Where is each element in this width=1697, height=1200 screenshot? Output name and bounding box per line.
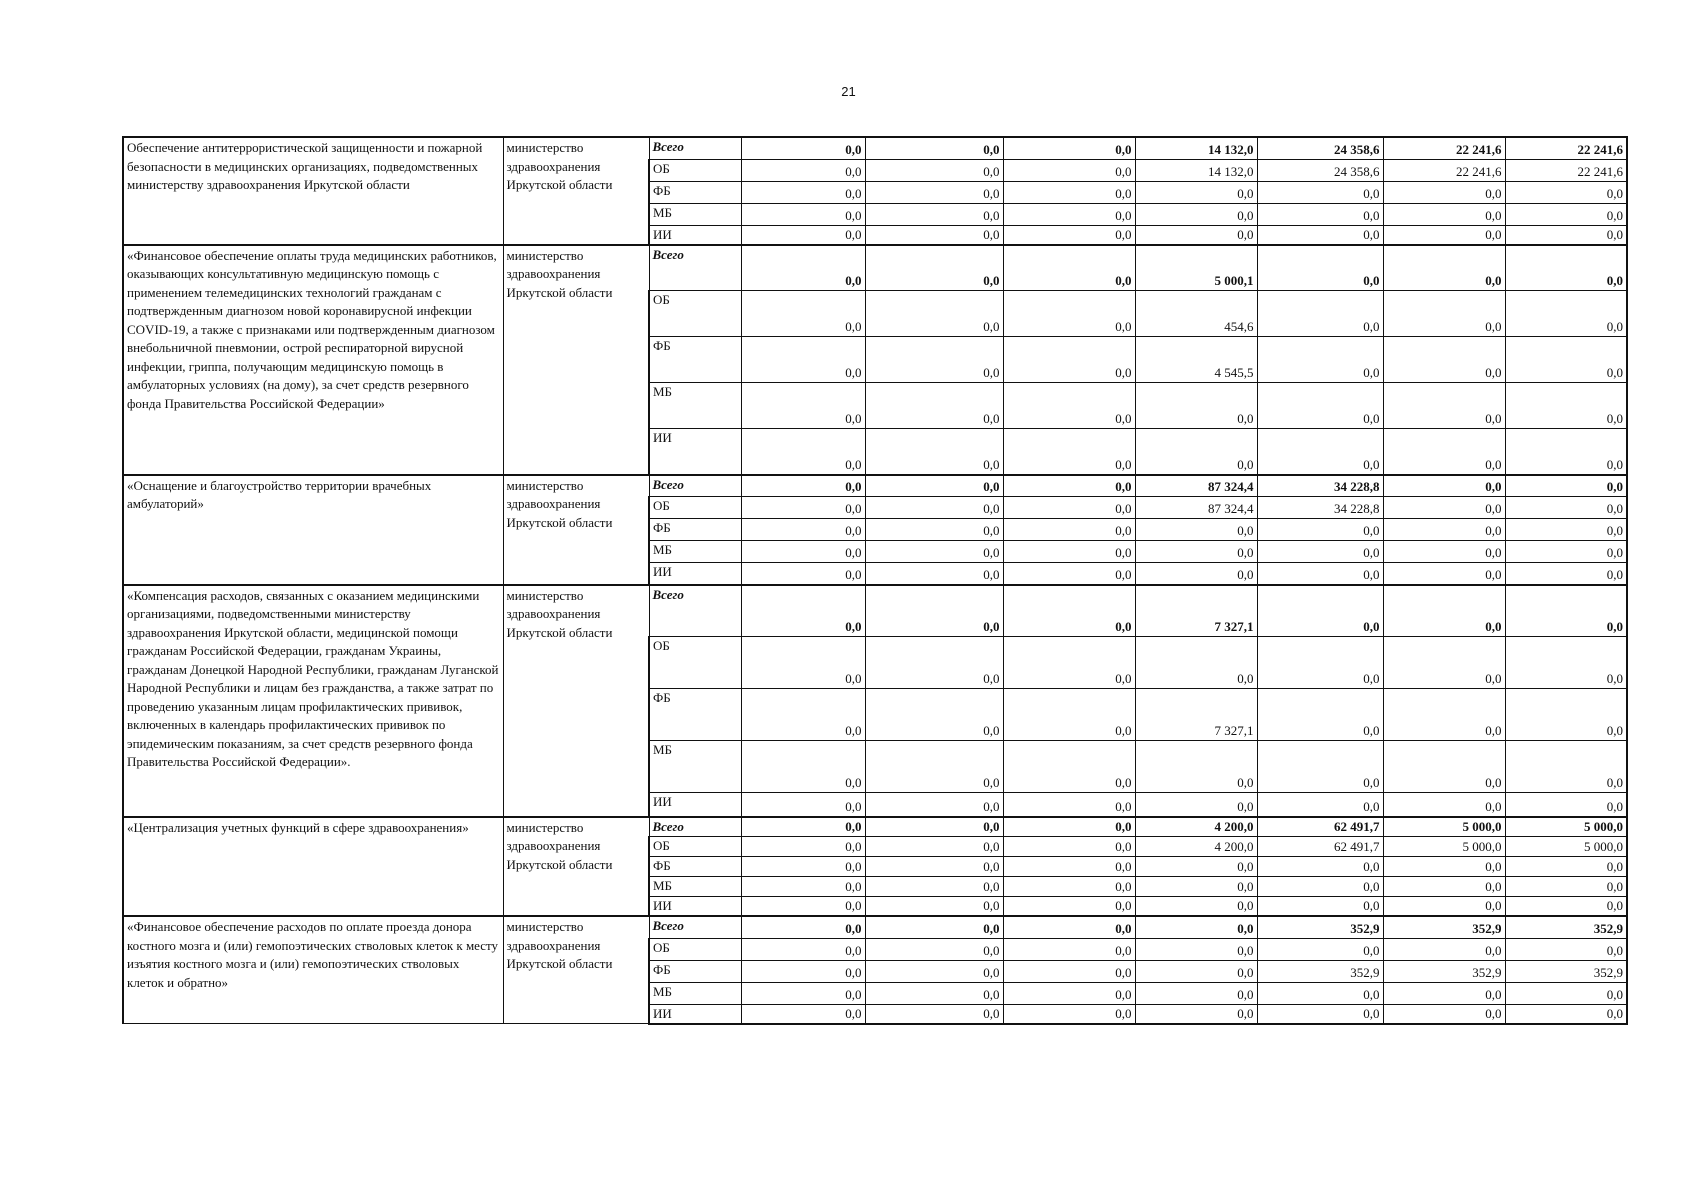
amount-cell: 454,6	[1135, 291, 1257, 337]
amount-cell: 4 200,0	[1135, 817, 1257, 837]
amount-cell: 0,0	[1135, 938, 1257, 960]
table-row	[123, 585, 1627, 637]
amount-cell: 0,0	[865, 225, 1003, 245]
responsible-executor: министерство здравоохранения Иркутской области	[503, 475, 649, 585]
amount-cell: 0,0	[1257, 585, 1383, 637]
amount-cell: 0,0	[865, 245, 1003, 291]
amount-cell: 0,0	[1003, 877, 1135, 897]
amount-cell: 0,0	[1383, 541, 1505, 563]
amount-cell: 0,0	[865, 181, 1003, 203]
amount-cell: 0,0	[741, 741, 865, 793]
amount-cell: 0,0	[1383, 383, 1505, 429]
amount-cell: 0,0	[865, 741, 1003, 793]
amount-cell: 0,0	[1383, 291, 1505, 337]
amount-cell: 0,0	[1003, 938, 1135, 960]
amount-cell: 0,0	[1505, 203, 1627, 225]
amount-cell: 0,0	[1505, 897, 1627, 917]
amount-cell: 0,0	[1505, 689, 1627, 741]
amount-cell: 4 545,5	[1135, 337, 1257, 383]
amount-cell: 0,0	[1135, 563, 1257, 585]
amount-cell: 0,0	[741, 1004, 865, 1024]
amount-cell: 5 000,0	[1505, 837, 1627, 857]
amount-cell: 0,0	[1505, 857, 1627, 877]
amount-cell: 0,0	[741, 429, 865, 475]
funding-source: МБ	[649, 741, 741, 793]
amount-cell: 0,0	[865, 793, 1003, 817]
funding-source: ФБ	[649, 519, 741, 541]
amount-cell: 0,0	[1257, 689, 1383, 741]
measure-description: «Централизация учетных функций в сфере здравоохранения»	[123, 817, 503, 917]
funding-source: ИИ	[649, 429, 741, 475]
amount-cell: 352,9	[1257, 916, 1383, 938]
amount-cell: 0,0	[1003, 637, 1135, 689]
amount-cell: 0,0	[741, 225, 865, 245]
amount-cell: 0,0	[741, 793, 865, 817]
amount-cell: 0,0	[741, 938, 865, 960]
amount-cell: 0,0	[741, 689, 865, 741]
funding-source: МБ	[649, 541, 741, 563]
amount-cell: 0,0	[1003, 960, 1135, 982]
amount-cell: 0,0	[741, 137, 865, 159]
amount-cell: 0,0	[1383, 982, 1505, 1004]
table-row	[123, 916, 1627, 938]
amount-cell: 0,0	[1003, 181, 1135, 203]
funding-source: ИИ	[649, 563, 741, 585]
funding-source: ИИ	[649, 1004, 741, 1024]
amount-cell: 62 491,7	[1257, 837, 1383, 857]
amount-cell: 0,0	[1003, 689, 1135, 741]
amount-cell: 0,0	[1257, 1004, 1383, 1024]
amount-cell: 0,0	[1257, 938, 1383, 960]
amount-cell: 0,0	[1505, 475, 1627, 497]
amount-cell: 0,0	[1135, 225, 1257, 245]
amount-cell: 0,0	[1505, 637, 1627, 689]
amount-cell: 0,0	[865, 563, 1003, 585]
amount-cell: 0,0	[865, 938, 1003, 960]
amount-cell: 0,0	[865, 137, 1003, 159]
funding-source: ОБ	[649, 837, 741, 857]
amount-cell: 0,0	[1505, 337, 1627, 383]
amount-cell: 14 132,0	[1135, 137, 1257, 159]
amount-cell: 0,0	[1003, 519, 1135, 541]
amount-cell: 0,0	[741, 837, 865, 857]
amount-cell: 0,0	[1257, 877, 1383, 897]
amount-cell: 0,0	[1383, 741, 1505, 793]
amount-cell: 0,0	[1383, 793, 1505, 817]
amount-cell: 0,0	[1135, 181, 1257, 203]
amount-cell: 0,0	[1257, 225, 1383, 245]
amount-cell: 0,0	[865, 159, 1003, 181]
amount-cell: 34 228,8	[1257, 475, 1383, 497]
amount-cell: 0,0	[1003, 817, 1135, 837]
amount-cell: 0,0	[1003, 916, 1135, 938]
amount-cell: 0,0	[865, 689, 1003, 741]
amount-cell: 0,0	[865, 1004, 1003, 1024]
amount-cell: 0,0	[741, 877, 865, 897]
amount-cell: 0,0	[1505, 291, 1627, 337]
amount-cell: 22 241,6	[1505, 137, 1627, 159]
amount-cell: 0,0	[1135, 637, 1257, 689]
amount-cell: 0,0	[741, 291, 865, 337]
funding-source: Всего	[649, 475, 741, 497]
table-row	[123, 817, 1627, 837]
amount-cell: 0,0	[1135, 793, 1257, 817]
amount-cell: 0,0	[1135, 960, 1257, 982]
funding-source: ОБ	[649, 938, 741, 960]
amount-cell: 0,0	[741, 541, 865, 563]
amount-cell: 0,0	[1257, 203, 1383, 225]
amount-cell: 0,0	[1505, 245, 1627, 291]
amount-cell: 0,0	[1135, 383, 1257, 429]
amount-cell: 0,0	[741, 960, 865, 982]
amount-cell: 34 228,8	[1257, 497, 1383, 519]
funding-source: ИИ	[649, 793, 741, 817]
amount-cell: 0,0	[741, 497, 865, 519]
amount-cell: 0,0	[1505, 877, 1627, 897]
amount-cell: 0,0	[1003, 541, 1135, 563]
measure-description: «Финансовое обеспечение расходов по оплате проезда донора костного мозга и (или) гемопоэтических стволовых клеток к месту изъятия костного мозга и (или) гемопоэтических стволовых клеток и обратно»	[123, 916, 503, 1024]
amount-cell: 0,0	[1505, 741, 1627, 793]
amount-cell: 0,0	[1257, 181, 1383, 203]
amount-cell: 0,0	[1383, 897, 1505, 917]
amount-cell: 0,0	[741, 245, 865, 291]
amount-cell: 0,0	[741, 916, 865, 938]
measure-description: «Оснащение и благоустройство территории врачебных амбулаторий»	[123, 475, 503, 585]
amount-cell: 0,0	[1505, 429, 1627, 475]
amount-cell: 352,9	[1257, 960, 1383, 982]
table-body	[123, 137, 1627, 1024]
amount-cell: 0,0	[741, 637, 865, 689]
amount-cell: 0,0	[741, 475, 865, 497]
funding-source: ФБ	[649, 960, 741, 982]
amount-cell: 0,0	[865, 837, 1003, 857]
funding-source: ФБ	[649, 181, 741, 203]
responsible-executor: министерство здравоохранения Иркутской области	[503, 916, 649, 1024]
amount-cell: 0,0	[1135, 916, 1257, 938]
table-row	[123, 475, 1627, 497]
amount-cell: 0,0	[1135, 203, 1257, 225]
amount-cell: 0,0	[865, 541, 1003, 563]
amount-cell: 0,0	[1257, 563, 1383, 585]
amount-cell: 0,0	[1135, 982, 1257, 1004]
amount-cell: 5 000,0	[1383, 817, 1505, 837]
amount-cell: 0,0	[1383, 337, 1505, 383]
amount-cell: 0,0	[741, 857, 865, 877]
funding-source: ФБ	[649, 689, 741, 741]
funding-source: ОБ	[649, 291, 741, 337]
amount-cell: 0,0	[1505, 563, 1627, 585]
amount-cell: 0,0	[1135, 897, 1257, 917]
measure-description: «Финансовое обеспечение оплаты труда медицинских работников, оказывающих консультативную медицинскую помощь с применением телемедицинских технологий гражданам с подтвержденным диагнозом новой коронавирусной инфекции COVID-19, а также с признаками или подтвержденным диагнозом внебольничной пневмонии, острой респираторной вирусной инфекции, гриппа, получающим медицинскую помощь в амбулаторных условиях (на дому), за счет средств резервного фонда Правительства Российской Федерации»	[123, 245, 503, 475]
amount-cell: 0,0	[1135, 541, 1257, 563]
amount-cell: 0,0	[1003, 159, 1135, 181]
amount-cell: 0,0	[1003, 497, 1135, 519]
amount-cell: 0,0	[1383, 475, 1505, 497]
amount-cell: 0,0	[1257, 541, 1383, 563]
amount-cell: 0,0	[741, 519, 865, 541]
amount-cell: 0,0	[1505, 497, 1627, 519]
amount-cell: 0,0	[1257, 291, 1383, 337]
amount-cell: 0,0	[1135, 429, 1257, 475]
funding-source: Всего	[649, 137, 741, 159]
amount-cell: 0,0	[1383, 585, 1505, 637]
amount-cell: 5 000,0	[1505, 817, 1627, 837]
amount-cell: 0,0	[741, 383, 865, 429]
amount-cell: 0,0	[1505, 181, 1627, 203]
amount-cell: 0,0	[865, 960, 1003, 982]
amount-cell: 0,0	[1383, 689, 1505, 741]
amount-cell: 0,0	[1135, 741, 1257, 793]
amount-cell: 0,0	[1383, 203, 1505, 225]
amount-cell: 0,0	[1505, 793, 1627, 817]
amount-cell: 0,0	[1003, 857, 1135, 877]
amount-cell: 0,0	[865, 637, 1003, 689]
amount-cell: 0,0	[865, 429, 1003, 475]
responsible-executor: министерство здравоохранения Иркутской области	[503, 817, 649, 917]
amount-cell: 0,0	[865, 475, 1003, 497]
amount-cell: 0,0	[1003, 741, 1135, 793]
amount-cell: 0,0	[741, 585, 865, 637]
amount-cell: 0,0	[1383, 637, 1505, 689]
funding-source: ФБ	[649, 337, 741, 383]
funding-source: Всего	[649, 585, 741, 637]
amount-cell: 0,0	[741, 817, 865, 837]
amount-cell: 0,0	[1135, 519, 1257, 541]
funding-source: ИИ	[649, 225, 741, 245]
amount-cell: 0,0	[1505, 982, 1627, 1004]
amount-cell: 0,0	[1383, 857, 1505, 877]
amount-cell: 0,0	[1003, 225, 1135, 245]
amount-cell: 22 241,6	[1383, 159, 1505, 181]
funding-source: МБ	[649, 203, 741, 225]
amount-cell: 0,0	[1257, 519, 1383, 541]
amount-cell: 0,0	[1383, 877, 1505, 897]
funding-source: ФБ	[649, 857, 741, 877]
amount-cell: 352,9	[1383, 960, 1505, 982]
amount-cell: 0,0	[741, 982, 865, 1004]
amount-cell: 0,0	[1003, 982, 1135, 1004]
amount-cell: 0,0	[1383, 181, 1505, 203]
amount-cell: 5 000,1	[1135, 245, 1257, 291]
amount-cell: 0,0	[1003, 137, 1135, 159]
funding-source: ОБ	[649, 159, 741, 181]
amount-cell: 0,0	[1003, 475, 1135, 497]
amount-cell: 0,0	[1505, 383, 1627, 429]
amount-cell: 0,0	[1383, 429, 1505, 475]
amount-cell: 0,0	[1003, 203, 1135, 225]
funding-source: МБ	[649, 877, 741, 897]
amount-cell: 0,0	[865, 817, 1003, 837]
amount-cell: 0,0	[865, 916, 1003, 938]
funding-source: МБ	[649, 982, 741, 1004]
amount-cell: 0,0	[1257, 245, 1383, 291]
amount-cell: 0,0	[1003, 897, 1135, 917]
amount-cell: 24 358,6	[1257, 159, 1383, 181]
funding-source: ИИ	[649, 897, 741, 917]
amount-cell: 0,0	[865, 203, 1003, 225]
responsible-executor: министерство здравоохранения Иркутской области	[503, 585, 649, 817]
amount-cell: 0,0	[1003, 337, 1135, 383]
amount-cell: 4 200,0	[1135, 837, 1257, 857]
amount-cell: 0,0	[1257, 741, 1383, 793]
page-number: 21	[841, 84, 856, 99]
table-row	[123, 137, 1627, 159]
funding-source: ОБ	[649, 637, 741, 689]
amount-cell: 0,0	[865, 877, 1003, 897]
measure-description: Обеспечение антитеррористической защищенности и пожарной безопасности в медицинских организациях, подведомственных министерству здравоохранения Иркутской области	[123, 137, 503, 245]
amount-cell: 0,0	[1003, 245, 1135, 291]
amount-cell: 0,0	[865, 497, 1003, 519]
amount-cell: 0,0	[1003, 837, 1135, 857]
amount-cell: 0,0	[1003, 429, 1135, 475]
amount-cell: 0,0	[1505, 225, 1627, 245]
amount-cell: 0,0	[1257, 429, 1383, 475]
amount-cell: 0,0	[865, 383, 1003, 429]
amount-cell: 0,0	[1257, 637, 1383, 689]
funding-source: Всего	[649, 245, 741, 291]
amount-cell: 0,0	[1135, 857, 1257, 877]
amount-cell: 0,0	[741, 203, 865, 225]
amount-cell: 0,0	[1383, 1004, 1505, 1024]
amount-cell: 87 324,4	[1135, 475, 1257, 497]
amount-cell: 0,0	[1505, 938, 1627, 960]
funding-source: ОБ	[649, 497, 741, 519]
amount-cell: 62 491,7	[1257, 817, 1383, 837]
amount-cell: 0,0	[865, 897, 1003, 917]
amount-cell: 0,0	[1383, 497, 1505, 519]
amount-cell: 0,0	[1383, 245, 1505, 291]
amount-cell: 0,0	[1003, 291, 1135, 337]
amount-cell: 0,0	[1505, 1004, 1627, 1024]
amount-cell: 0,0	[1383, 519, 1505, 541]
funding-source: МБ	[649, 383, 741, 429]
amount-cell: 0,0	[1257, 897, 1383, 917]
amount-cell: 0,0	[741, 337, 865, 383]
amount-cell: 0,0	[741, 159, 865, 181]
amount-cell: 87 324,4	[1135, 497, 1257, 519]
amount-cell: 0,0	[865, 291, 1003, 337]
amount-cell: 0,0	[1257, 857, 1383, 877]
amount-cell: 352,9	[1505, 960, 1627, 982]
amount-cell: 0,0	[1003, 585, 1135, 637]
amount-cell: 7 327,1	[1135, 585, 1257, 637]
amount-cell: 0,0	[865, 982, 1003, 1004]
amount-cell: 0,0	[1505, 519, 1627, 541]
amount-cell: 22 241,6	[1505, 159, 1627, 181]
amount-cell: 14 132,0	[1135, 159, 1257, 181]
amount-cell: 0,0	[1383, 938, 1505, 960]
amount-cell: 0,0	[741, 181, 865, 203]
funding-table	[122, 136, 1628, 1025]
amount-cell: 5 000,0	[1383, 837, 1505, 857]
amount-cell: 0,0	[1135, 1004, 1257, 1024]
measure-description: «Компенсация расходов, связанных с оказанием медицинскими организациями, подведомственными министерству здравоохранения Иркутской области, медицинской помощи гражданам Российской Федерации, гражданам Украины, гражданам Донецкой Народной Республики, гражданам Луганской Народной Республики и лицам без гражданства, а также затрат по проведению указанным лицам профилактических прививок, включенных в календарь профилактических прививок по эпидемическим показаниям, за счет средств резервного фонда Правительства Российской Федерации».	[123, 585, 503, 817]
amount-cell: 0,0	[865, 585, 1003, 637]
amount-cell: 0,0	[1257, 383, 1383, 429]
amount-cell: 352,9	[1383, 916, 1505, 938]
amount-cell: 0,0	[741, 563, 865, 585]
amount-cell: 0,0	[1505, 541, 1627, 563]
amount-cell: 0,0	[1003, 383, 1135, 429]
amount-cell: 352,9	[1505, 916, 1627, 938]
responsible-executor: министерство здравоохранения Иркутской области	[503, 245, 649, 475]
amount-cell: 0,0	[741, 897, 865, 917]
amount-cell: 0,0	[1003, 563, 1135, 585]
funding-source: Всего	[649, 916, 741, 938]
funding-source: Всего	[649, 817, 741, 837]
amount-cell: 0,0	[1135, 877, 1257, 897]
table-row	[123, 245, 1627, 291]
amount-cell: 0,0	[1505, 585, 1627, 637]
amount-cell: 0,0	[865, 519, 1003, 541]
amount-cell: 0,0	[865, 857, 1003, 877]
amount-cell: 22 241,6	[1383, 137, 1505, 159]
amount-cell: 0,0	[1003, 1004, 1135, 1024]
amount-cell: 0,0	[865, 337, 1003, 383]
amount-cell: 24 358,6	[1257, 137, 1383, 159]
responsible-executor: министерство здравоохранения Иркутской области	[503, 137, 649, 245]
amount-cell: 0,0	[1257, 982, 1383, 1004]
amount-cell: 0,0	[1003, 793, 1135, 817]
amount-cell: 0,0	[1257, 793, 1383, 817]
amount-cell: 0,0	[1383, 563, 1505, 585]
amount-cell: 0,0	[1257, 337, 1383, 383]
amount-cell: 7 327,1	[1135, 689, 1257, 741]
amount-cell: 0,0	[1383, 225, 1505, 245]
